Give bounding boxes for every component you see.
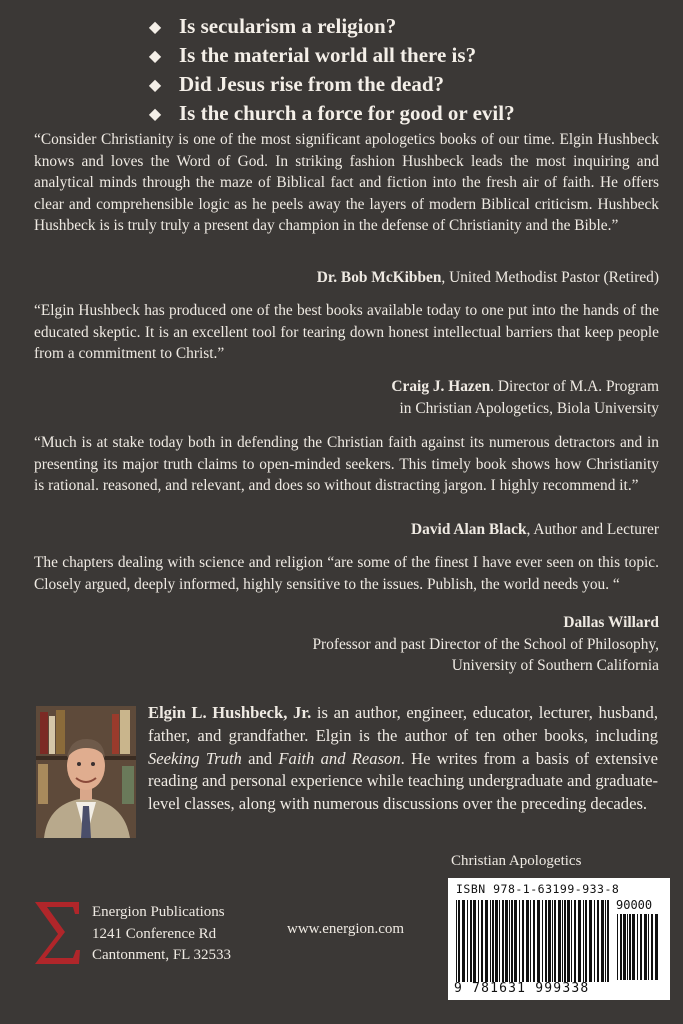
author-name: Elgin L. Hushbeck, Jr.	[148, 703, 312, 722]
diamond-bullet-icon: ◆	[148, 76, 162, 94]
question-item: ◆ Is the material world all there is?	[145, 41, 665, 70]
publisher-name: Energion Publications	[92, 904, 225, 920]
question-list	[145, 12, 665, 128]
barcode-bars	[454, 900, 612, 982]
sigma-logo-icon	[33, 900, 81, 966]
endorser-name: Dr. Bob McKibben	[316, 269, 442, 286]
endorser-role: , Author and Lecturer	[526, 521, 659, 538]
endorsement-quote: “Elgin Hushbeck has produced one of the best books available today to one put into the hands of the educated skeptic. It is an excellent tool for tearing down honest intellectual barriers that keep people from a commitment to Christ.”	[34, 302, 659, 363]
diamond-bullet-icon: ◆	[148, 18, 162, 36]
endorsement-attribution	[99, 612, 659, 677]
publisher-address: 1241 Conference Rd	[92, 925, 217, 942]
isbn-barcode	[448, 878, 670, 1000]
price-code: 90000	[616, 898, 653, 912]
endorser-name: Dallas Willard	[563, 614, 659, 631]
isbn-label: ISBN 978-1-63199-933-8	[456, 882, 620, 896]
endorsement-quote: “Consider Christianity is one of the most significant apologetics books of our time. Elgin Hushbeck knows and loves the Word of God. In striking fashion Hushbeck leads the most inquiring and analytical minds through the maze of Biblical fact and fiction into the fresh air of faith. He offers clear and comprehensible logic as he peels away the layers of modern Biblical criticism. Hushbeck Hushbeck is is truly truly a present day champion in the defense of Christianity and the Bible.”	[34, 131, 659, 235]
diamond-bullet-icon: ◆	[148, 105, 162, 123]
endorser-role: Professor and past Director of the School of Philosophy,	[312, 635, 659, 653]
author-photo	[36, 706, 136, 838]
endorsement-quote: The chapters dealing with science and religion “are some of the finest I have ever seen on this topic. Closely argued, deeply informed, highly sensitive to the issues. Publish, the world needs you. “	[34, 554, 659, 593]
barcode-digits: 9 781631 999338	[454, 981, 590, 996]
endorser-role-line2: in Christian Apologetics, Biola University	[399, 399, 659, 417]
question-item: ◆ Did Jesus rise from the dead?	[145, 70, 665, 99]
addon-barcode-bars	[615, 914, 661, 980]
endorser-role: . Director of M.A. Program	[490, 378, 659, 395]
endorser-role-line2: University of Southern California	[451, 657, 659, 675]
publisher-website: www.energion.com	[287, 921, 405, 937]
question-item: ◆ Is the church a force for good or evil?	[145, 99, 665, 128]
book-title: Seeking Truth	[148, 748, 242, 768]
publisher-city: Cantonment, FL 32533	[92, 947, 232, 964]
endorser-name: Craig J. Hazen	[391, 378, 491, 395]
endorsement-attribution	[99, 519, 659, 541]
book-category: Christian Apologetics	[451, 853, 582, 869]
endorsement-attribution	[99, 267, 659, 289]
book-title: Faith and Reason	[278, 748, 401, 768]
diamond-bullet-icon: ◆	[148, 47, 162, 65]
endorsement-attribution	[99, 376, 659, 419]
endorsement-quote: “Much is at stake today both in defending the Christian faith against its numerous detractors and in presenting its major truth claims to open-minded seekers. This timely book shows how Christianity is rational. reasoned, and relevant, and does so without distracting jargon. I highly recommend it.”	[34, 434, 659, 495]
publisher-info	[92, 902, 231, 967]
question-item: ◆ Is secularism a religion?	[145, 12, 665, 41]
author-bio: Elgin L. Hushbeck, Jr. is an author, engineer, educator, lecturer, husband, father, and grandfather. Elgin is the author of ten other books, including Seeking Truth and Faith and Reason. He writes from a basis of extensive reading and personal experience while teaching undergraduate and graduate-level classes, along with numerous discussions over the preceding decades.	[148, 703, 658, 814]
endorser-role: , United Methodist Pastor (Retired)	[441, 269, 659, 286]
endorser-name: David Alan Black	[411, 521, 527, 538]
